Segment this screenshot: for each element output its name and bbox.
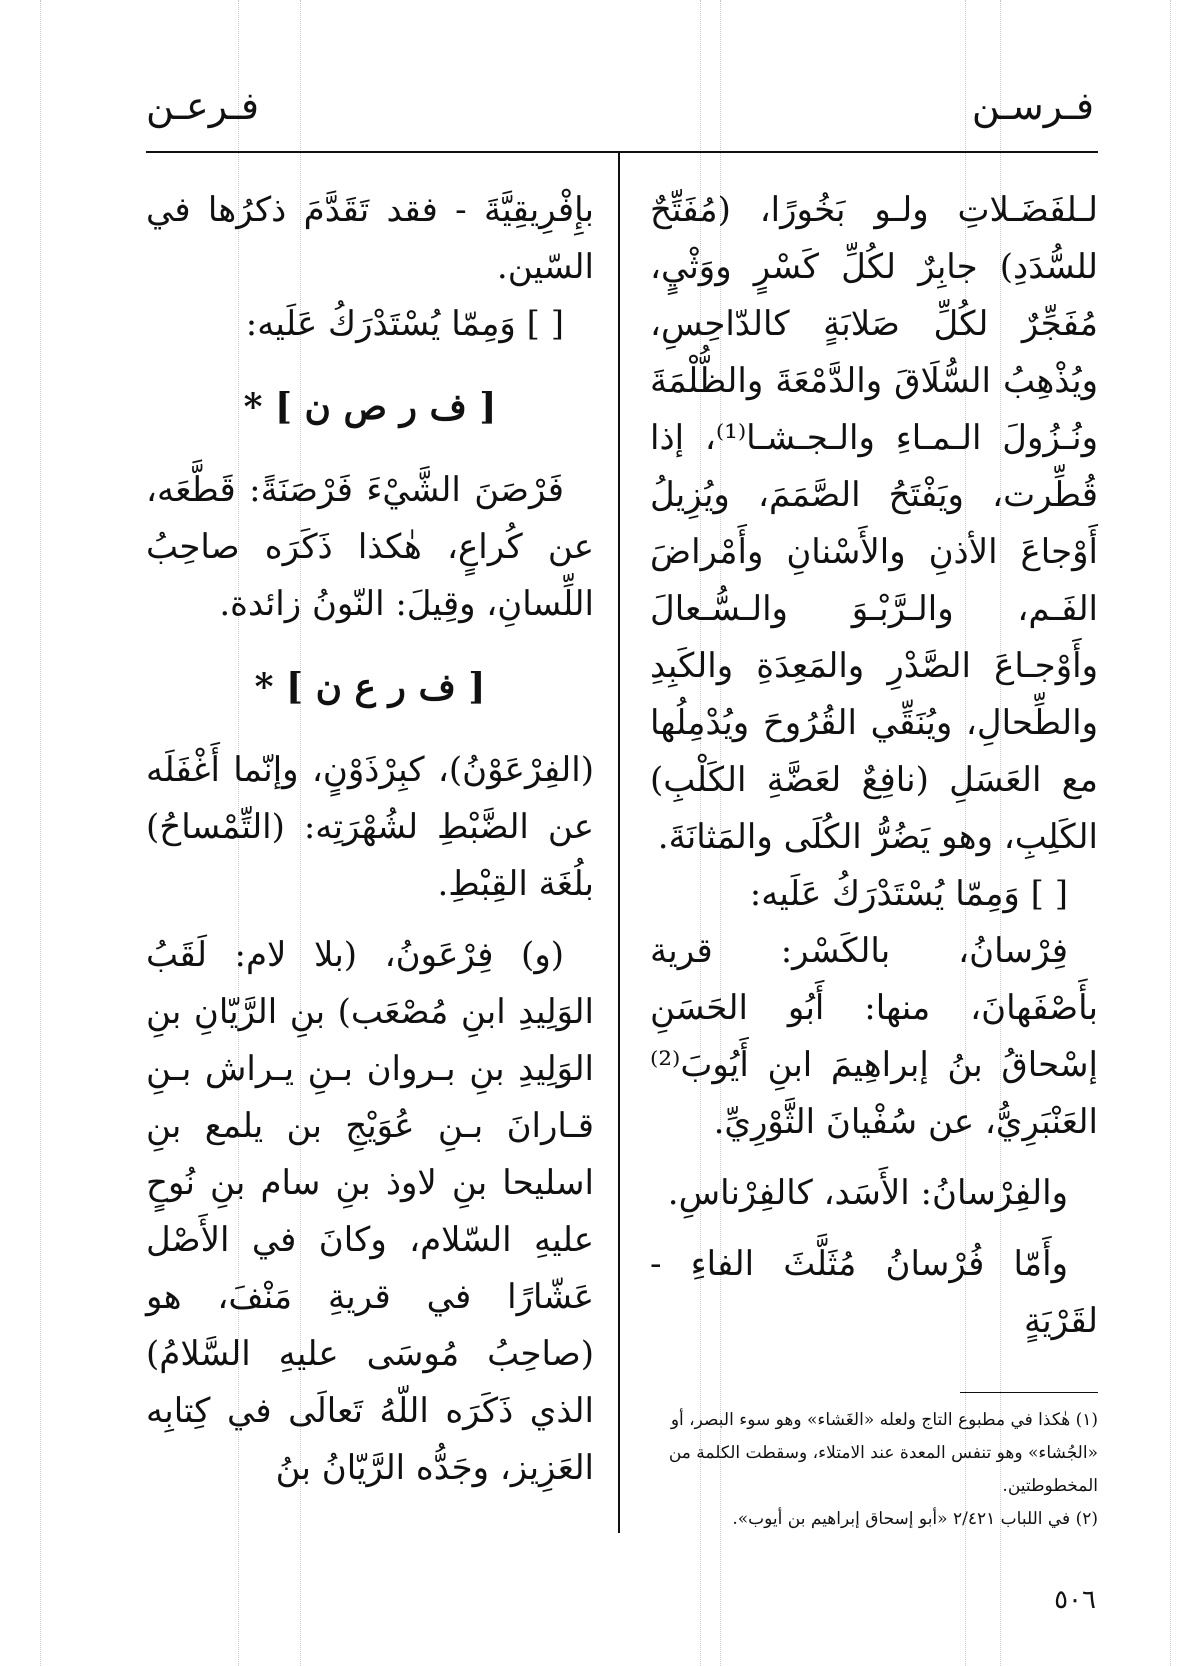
scan-guide-line xyxy=(40,0,41,1666)
footnotes xyxy=(650,1404,1098,1536)
running-header-left: فـرعـن xyxy=(146,84,259,128)
entry-heading: [ ف ر ع ن ] * xyxy=(254,666,486,708)
footnote: (١) هٰكذا في مطبوع التاج ولعله «الغَشاء» وهو سوء البصر، أو «الجُشاء» وهو تنفس المعدة عند الامتلاء، وسقطت الكلمة من المخطوطتين. xyxy=(668,1410,1098,1496)
header-rule xyxy=(146,151,1098,153)
scan-guide-line xyxy=(1170,0,1171,1666)
paragraph: (الفِرْعَوْنُ)، كبِرْذَوْنٍ، وإنّما أَغْفَلَه عن الضَّبْطِ لشُهْرَتِه: (التِّمْساحُ) بلُغَة القِبْطِ. xyxy=(146,750,594,904)
left-column xyxy=(146,182,594,1497)
footnote-rule xyxy=(960,1392,1098,1393)
paragraph: فِرْسانُ، بالكَسْر: قرية بأَصْفَهانَ، منها: أَبُو الحَسَنِ إسْحاقُ بنُ إبراهِيمَ ابنِ أَيُوبَ⁽²⁾ العَنْبَرِيُّ، عن سُفْيانَ الثَّوْرِيِّ. xyxy=(650,931,1098,1142)
addendum-line: [ ] وَمِمّا يُسْتَدْرَكُ عَلَيه: xyxy=(245,304,564,344)
right-column xyxy=(650,182,1098,1350)
footnote: (٢) في اللباب ٢/٤٢١ «أبو إسحاق إبراهيم بن أيوب». xyxy=(732,1509,1098,1529)
addendum-line: [ ] وَمِمّا يُسْتَدْرَكُ عَلَيه: xyxy=(749,874,1068,914)
paragraph: لـلفَضَـلاتِ ولـو بَخُورًا، (مُفَتِّحٌ للسُّدَدِ) جابِرٌ لكُلِّ كَسْرٍ ووَثْيٍ، مُفَجِّرٌ لكُلِّ صَلابَةٍ كالدّاحِسِ، ويُذْهِبُ السُّلَاقَ والدَّمْعَةَ والظُّلْمَةَ ونُـزُولَ الـمـاءِ والـجـشـا⁽¹⁾، إذا قُطِّرت، ويَفْتَحُ الصَّمَمَ، ويُزِيلُ أَوْجاعَ الأذنِ والأَسْنانِ وأَمْراضَ الفَـم، والـرَّبْـوَ والـسُّـعالَ وأَوْجـاعَ الصَّدْرِ والمَعِدَةِ والكَبِدِ والطِّحالِ، ويُنَقِّي القُرُوحَ ويُدْمِلُها مع العَسَلِ (نافِعٌ لعَضَّةِ الكَلْبِ) الكَلِبِ، وهو يَضُرُّ الكُلَى والمَثانَةَ. xyxy=(650,190,1098,857)
paragraph: وأَمّا فُرْسانُ مُثَلَّثَ الفاءِ - لقَرْيَةٍ xyxy=(650,1244,1098,1341)
paragraph: بإِفْرِيقِيَّةَ - فقد تَقَدَّمَ ذكرُها في السّين. xyxy=(146,190,594,287)
running-header-right: فـرسـن xyxy=(971,84,1094,128)
entry-heading: [ ف ر ص ن ] * xyxy=(243,386,497,428)
paragraph: والفِرْسانُ: الأَسَد، كالفِرْناسِ. xyxy=(667,1173,1068,1213)
page-number: ٥٠٦ xyxy=(1054,1585,1096,1615)
paragraph: فَرْصَنَ الشَّيْءَ فَرْصَنَةً: قَطَّعَه، عن كُراعٍ، هٰكذا ذَكَرَه صاحِبُ اللِّسانِ، وقِيلَ: النّونُ زائدة. xyxy=(146,470,594,624)
paragraph: (و) فِرْعَونُ، (بلا لام: لَقَبُ الوَلِيدِ ابنِ مُصْعَب) بنِ الرَّيّانِ بنِ الوَلِيدِ بنِ بـروان بـنِ يـراش بـنِ قـارانَ بـنِ عُوَيْجِ بن يلمع بنِ اسليحا بنِ لاوذ بنِ سام بنِ نُوحٍ عليهِ السّلام، وكانَ في الأَصْل عَشّارًا في قريةِ مَنْفَ، هو (صاحِبُ مُوسَى عليهِ السَّلامُ) الذي ذَكَرَه اللّهُ تَعالَى في كِتابِه العَزِيز، وجَدُّه الرَّيّانُ بنُ xyxy=(146,935,594,1488)
column-divider xyxy=(618,153,620,1533)
